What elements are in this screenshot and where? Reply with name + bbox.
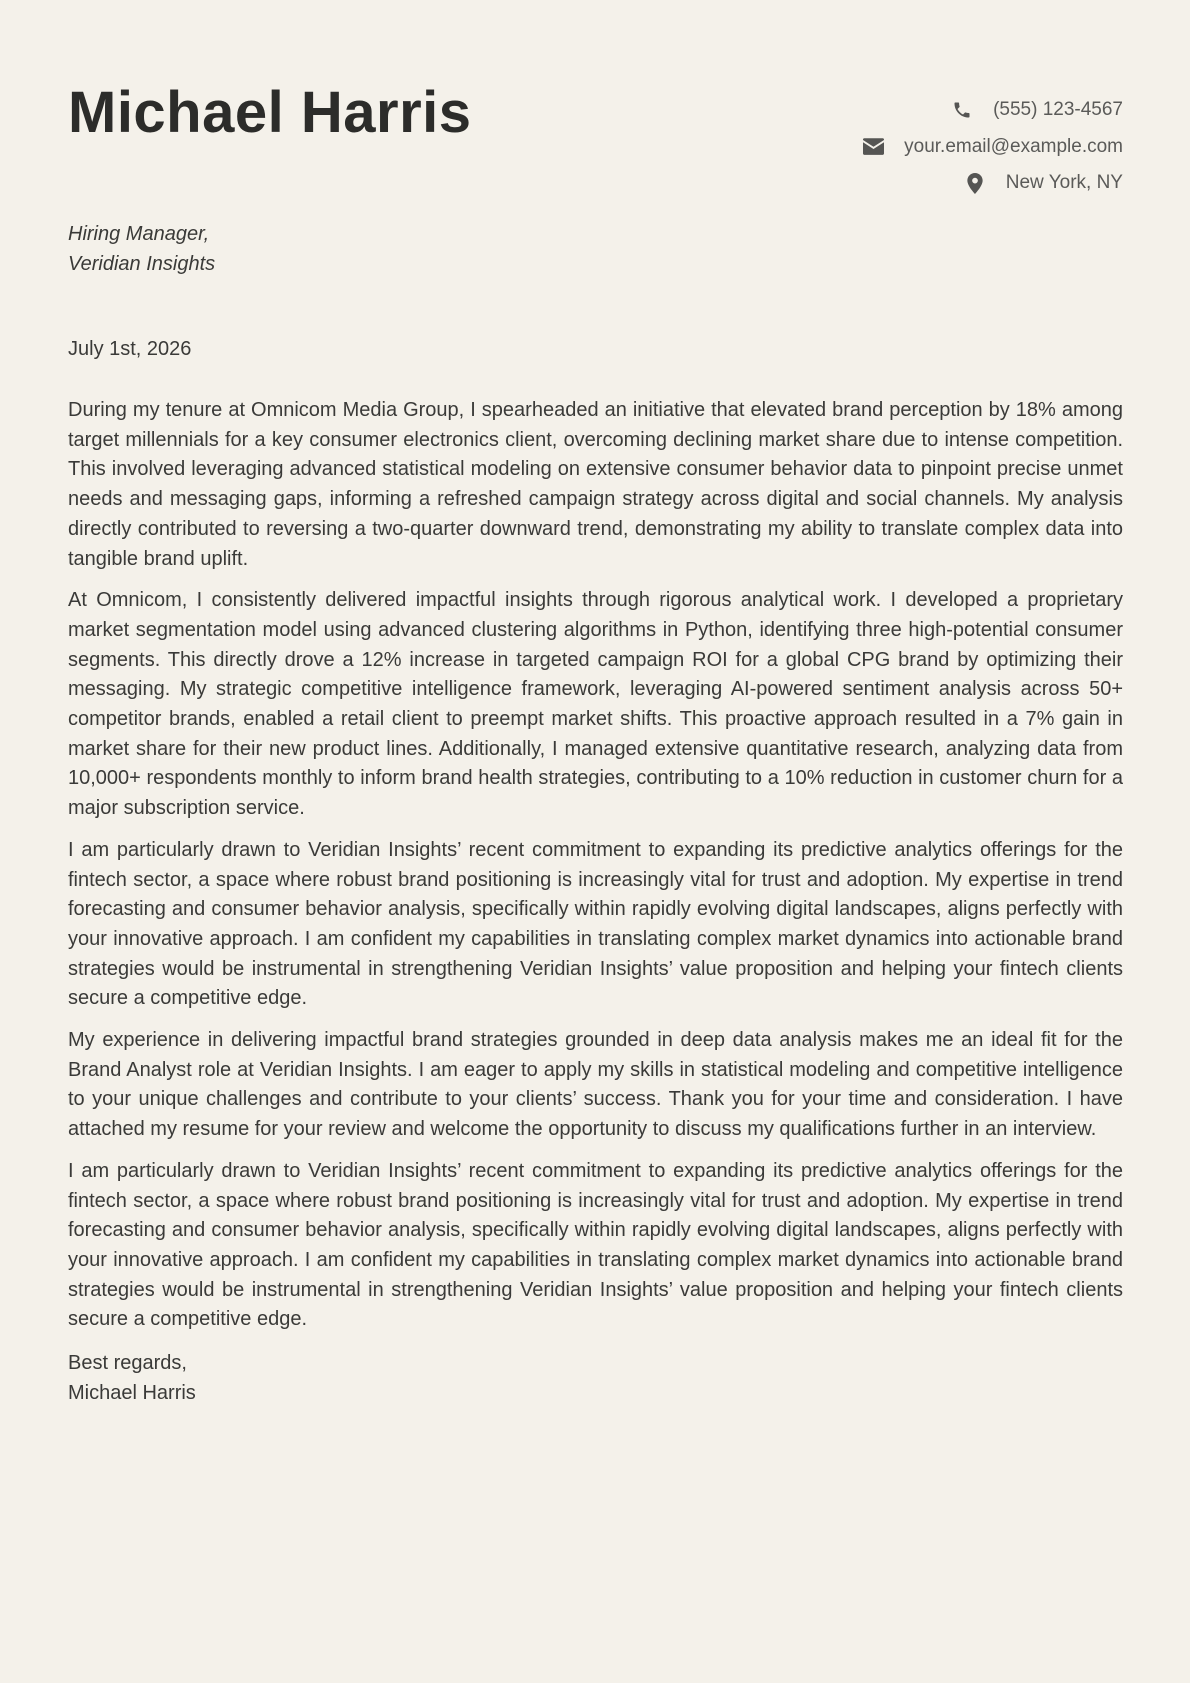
- map-pin-icon: [964, 172, 986, 194]
- body-paragraph: I am particularly drawn to Veridian Insights’ recent commitment to expanding its predictive analytics offerings for the fintech sector, a space where robust brand positioning is increasingly vital for trust and adoption. My expertise in trend forecasting and consumer behavior analysis, specifically within rapidly evolving digital landscapes, aligns perfectly with your innovative approach. I am confident my capabilities in translating complex market dynamics into actionable brand strategies would be instrumental in strengthening Veridian Insights’ value proposition and helping your fintech clients secure a competitive edge.: [68, 838, 1123, 1010]
- applicant-name: Michael Harris: [68, 80, 472, 145]
- body-paragraph: My experience in delivering impactful brand strategies grounded in deep data analysis makes me an ideal fit for the Brand Analyst role at Veridian Insights. I am eager to apply my skills in statistical modeling and competitive intelligence to your unique challenges and contribute to your clients’ success. Thank you for your time and consideration. I have attached my resume for your review and welcome the opportunity to discuss my qualifications further in an interview.: [68, 1029, 1123, 1141]
- phone-icon: [951, 99, 973, 121]
- envelope-icon: [862, 136, 884, 158]
- contact-email-row: [862, 129, 1123, 166]
- letter-date: July 1st, 2026: [68, 338, 192, 360]
- closing-signature: Michael Harris: [68, 1381, 196, 1404]
- body-paragraph: During my tenure at Omnicom Media Group, I spearheaded an initiative that elevated brand perception by 18% among target millennials for a key consumer electronics client, overcoming declining market share due to intense competition. This involved leveraging advanced statistical modeling on extensive consumer behavior data to pinpoint precise unmet needs and messaging gaps, informing a refreshed campaign strategy across digital and social channels. My analysis directly contributed to reversing a two-quarter downward trend, demonstrating my ability to translate complex data into tangible brand uplift.: [68, 399, 1123, 570]
- contact-email[interactable]: your.email@example.com: [904, 135, 1123, 157]
- contact-location: New York, NY: [1005, 172, 1123, 193]
- recipient-block: [68, 219, 215, 279]
- recipient-company: Veridian Insights: [68, 253, 216, 275]
- contact-phone-row: [862, 92, 1123, 129]
- closing-salutation: Best regards,: [68, 1352, 187, 1375]
- contact-location-row: [862, 165, 1123, 202]
- letter-body: [68, 396, 1123, 1409]
- recipient-title: Hiring Manager,: [68, 223, 210, 245]
- contact-phone[interactable]: (555) 123-4567: [993, 99, 1123, 120]
- closing-block: [68, 1349, 1123, 1408]
- body-paragraph: At Omnicom, I consistently delivered impactful insights through rigorous analytical work. I developed a proprietary market segmentation model using advanced clustering algorithms in Python, identifying three high-potential consumer segments. This directly drove a 12% increase in targeted campaign ROI for a global CPG brand by optimizing their messaging. My strategic competitive intelligence framework, leveraging AI-powered sentiment analysis across 50+ competitor brands, enabled a retail client to preempt market shifts. This proactive approach resulted in a 7% gain in market share for their new product lines. Additionally, I managed extensive quantitative research, analyzing data from 10,000+ respondents monthly to inform brand health strategies, contributing to a 10% reduction in customer churn for a major subscription service.: [68, 589, 1123, 820]
- contact-block: [862, 92, 1123, 202]
- body-paragraph: I am particularly drawn to Veridian Insights’ recent commitment to expanding its predictive analytics offerings for the fintech sector, a space where robust brand positioning is increasingly vital for trust and adoption. My expertise in trend forecasting and consumer behavior analysis, specifically within rapidly evolving digital landscapes, aligns perfectly with your innovative approach. I am confident my capabilities in translating complex market dynamics into actionable brand strategies would be instrumental in strengthening Veridian Insights’ value proposition and helping your fintech clients secure a competitive edge.: [68, 1159, 1123, 1331]
